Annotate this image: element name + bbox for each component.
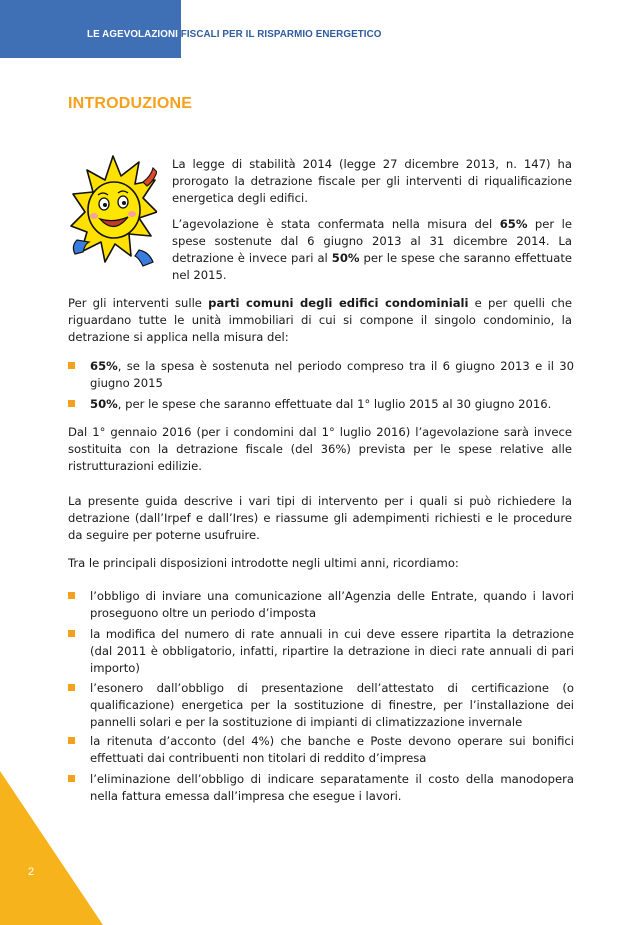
- list-item: l’esonero dall’obbligo di presentazione dell’attestato di certificazione (o qualificazione) energetica per la sostituzione di finestre, per l’installazione dei pannelli solari e per la sostituzione di impianti di climatizzazione invernale: [68, 680, 574, 731]
- bullet-square-icon: [68, 737, 75, 744]
- bullet-square-icon: [68, 684, 75, 691]
- corner-decoration: [0, 771, 103, 925]
- list-item: 65%, se la spesa è sostenuta nel periodo compreso tra il 6 giugno 2013 e il 30 giugno 2015: [68, 358, 574, 392]
- list-item: la modifica del numero di rate annuali in cui deve essere ripartita la detrazione (dal 2011 è obbligatorio, infatti, ripartire la detrazione in dieci rate annuali di pari importo): [68, 626, 574, 677]
- list-item: l’obbligo di inviare una comunicazione all’Agenzia delle Entrate, quando i lavori proseguono oltre un periodo d’imposta: [68, 588, 574, 622]
- intro-paragraph-2: L’agevolazione è stata confermata nella misura del 65% per le spese sostenute dal 6 giugno 2013 al 31 dicembre 2014. La detrazione è invece pari al 50% per le spese che saranno effettuate nel 2015.: [172, 217, 572, 282]
- paragraph-disposizioni: Tra le principali disposizioni introdotte negli ultimi anni, ricordiamo:: [68, 556, 459, 570]
- section-title: INTRODUZIONE: [68, 95, 193, 112]
- paragraph-2016: Dal 1° gennaio 2016 (per i condomini dal 1° luglio 2016) l’agevolazione sarà invece sostituita con la detrazione fiscale (del 36%) prevista per le spese relative alle ristrutturazioni edilizie.: [68, 425, 572, 473]
- bullet-square-icon: [68, 630, 75, 637]
- bullet-square-icon: [68, 362, 75, 369]
- bullet-square-icon: [68, 400, 75, 407]
- bullet-square-icon: [68, 592, 75, 599]
- list-item: l’eliminazione dell’obbligo di indicare separatamente il costo della manodopera nella fattura emessa dall’impresa che esegue i lavori.: [68, 771, 574, 805]
- intro-paragraph-1: La legge di stabilità 2014 (legge 27 dicembre 2013, n. 147) ha prorogato la detrazione fiscale per gli interventi di riqualificazione energetica degli edifici.: [172, 157, 572, 205]
- page-number: 2: [28, 866, 35, 878]
- sun-character-illustration: [69, 154, 157, 271]
- list-item: la ritenuta d’acconto (del 4%) che banche e Poste devono operare sui bonifici effettuati dai contribuenti non titolari di reddito d’impresa: [68, 733, 574, 767]
- header-title: LE AGEVOLAZIONI FISCALI PER IL RISPARMIO ENERGETICO: [87, 29, 382, 40]
- condominio-paragraph: Per gli interventi sulle parti comuni degli edifici condominiali e per quelli che riguardano tutte le unità immobiliari di cui si compone il singolo condominio, la detrazione si applica nella misura del:: [68, 296, 572, 344]
- list-item: 50%, per le spese che saranno effettuate dal 1° luglio 2015 al 30 giugno 2016.: [68, 396, 574, 413]
- paragraph-guida: La presente guida descrive i vari tipi di intervento per i quali si può richiedere la detrazione (dall’Irpef e dall’Ires) e riassume gli adempimenti richiesti e le procedure da seguire per poterne usufruire.: [68, 494, 572, 542]
